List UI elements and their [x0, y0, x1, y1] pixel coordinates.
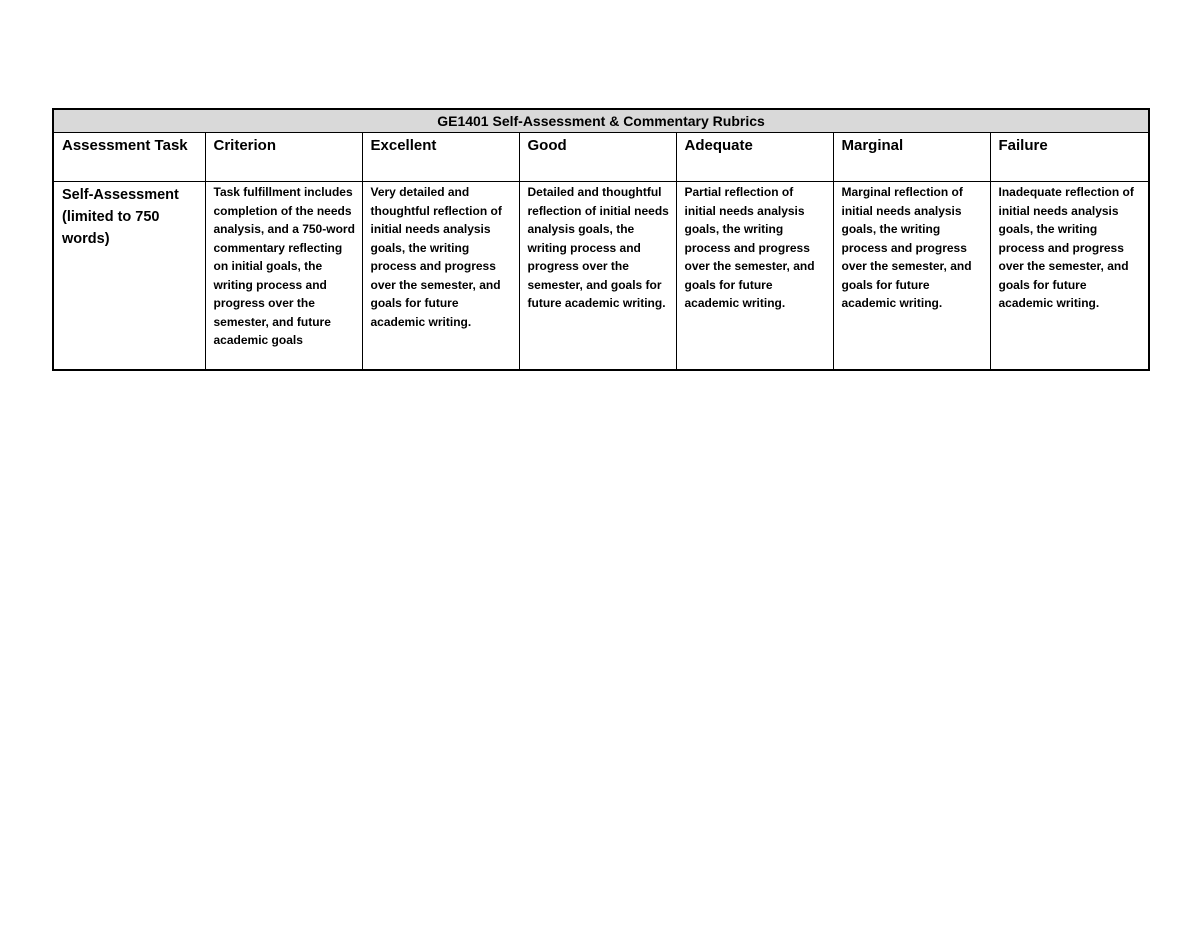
cell-assessment-task-text: Self-Assessment (limited to 750 words) — [62, 187, 179, 247]
header-failure-label: Failure — [998, 137, 1048, 154]
cell-excellent-text: Very detailed and thoughtful reflection of initial needs analysis goals, the writing process and progress over the semester, and goals for future academic writing. — [370, 185, 502, 329]
cell-assessment-task — [53, 182, 205, 371]
header-failure — [990, 133, 1149, 182]
header-adequate-label: Adequate — [684, 137, 753, 154]
header-assessment-task-label: Assessment Task — [62, 137, 188, 154]
cell-marginal — [833, 182, 990, 371]
header-adequate — [676, 133, 833, 182]
header-excellent-label: Excellent — [370, 137, 437, 154]
cell-excellent — [362, 182, 519, 371]
header-criterion-label: Criterion — [213, 137, 277, 154]
cell-good-text: Detailed and thoughtful reflection of initial needs analysis goals, the writing process and progress over the semester, and goals for future academic writing. — [527, 185, 669, 310]
header-good — [519, 133, 676, 182]
cell-adequate — [676, 182, 833, 371]
cell-marginal-text: Marginal reflection of initial needs analysis goals, the writing process and progress over the semester, and goals for future academic writing. — [841, 185, 972, 310]
cell-criterion — [205, 182, 362, 371]
cell-good — [519, 182, 676, 371]
title-row — [53, 109, 1149, 133]
header-good-label: Good — [527, 137, 567, 154]
header-marginal — [833, 133, 990, 182]
rubric-table — [52, 108, 1150, 371]
cell-adequate-text: Partial reflection of initial needs analysis goals, the writing process and progress over the semester, and goals for future academic writing. — [684, 185, 815, 310]
rubric-title: GE1401 Self-Assessment & Commentary Rubrics — [53, 109, 1149, 133]
header-criterion — [205, 133, 362, 182]
header-excellent — [362, 133, 519, 182]
cell-failure-text: Inadequate reflection of initial needs analysis goals, the writing process and progress over the semester, and goals for future academic writing. — [998, 185, 1134, 310]
table-row — [53, 182, 1149, 371]
header-row — [53, 133, 1149, 182]
header-marginal-label: Marginal — [841, 137, 904, 154]
cell-failure — [990, 182, 1149, 371]
cell-criterion-text: Task fulfillment includes completion of the needs analysis, and a 750-word commentary reflecting on initial goals, the writing process and progress over the semester, and future academic goals — [213, 185, 355, 347]
header-assessment-task — [53, 133, 205, 182]
